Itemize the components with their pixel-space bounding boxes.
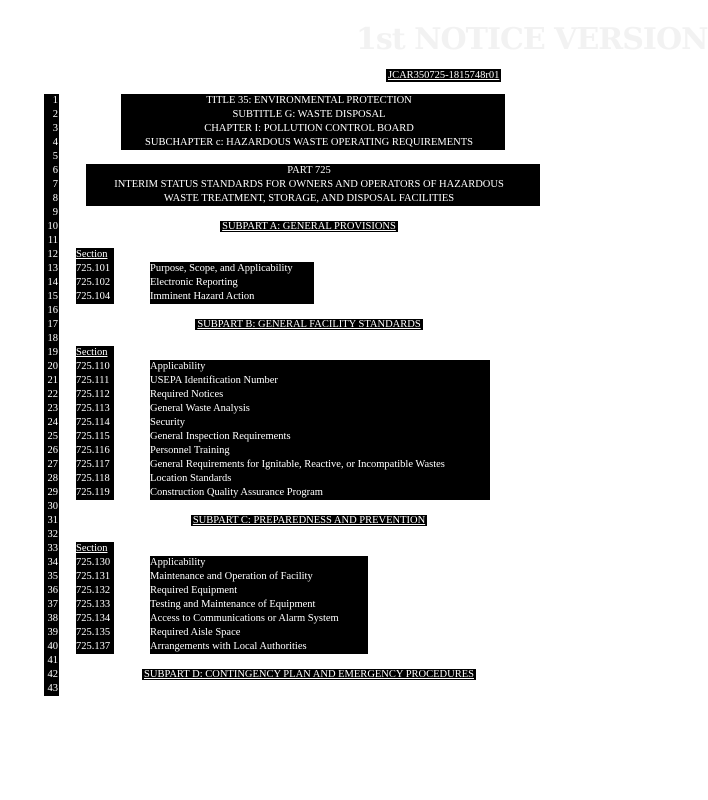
section-title: Personnel Training [150,445,230,456]
section-number: 725.115 [76,431,110,442]
section-number: 725.130 [76,557,111,568]
line-number: 30 [44,500,59,514]
section-number: 725.134 [76,613,111,624]
line-number: 28 [44,472,59,486]
line-number: 41 [44,654,59,668]
section-title: Imminent Hazard Action [150,291,255,302]
line-number: 3 [44,122,59,136]
line-number: 36 [44,584,59,598]
title-heading: TITLE 35: ENVIRONMENTAL PROTECTION [206,95,412,106]
line-number: 33 [44,542,59,556]
section-number: 725.137 [76,641,111,652]
line-number: 15 [44,290,59,304]
line-number: 25 [44,430,59,444]
subpart-a-heading: SUBPART A: GENERAL PROVISIONS [222,221,396,232]
section-title: Required Aisle Space [150,627,241,638]
line-number: 7 [44,178,59,192]
section-number: 725.114 [76,417,110,428]
line-number: 11 [44,234,59,248]
section-number: 725.104 [76,291,111,302]
line-number: 26 [44,444,59,458]
line-number: 39 [44,626,59,640]
section-title: Required Equipment [150,585,238,596]
subpart-d-heading: SUBPART D: CONTINGENCY PLAN AND EMERGENCY PROCEDURES [144,669,474,680]
subpart-c-heading: SUBPART C: PREPAREDNESS AND PREVENTION [192,515,426,526]
section-title: Testing and Maintenance of Equipment [150,599,316,610]
section-title: Electronic Reporting [150,277,238,288]
line-number: 5 [44,150,59,164]
line-number: 24 [44,416,59,430]
subtitle-heading: SUBTITLE G: WASTE DISPOSAL [232,109,386,120]
subchapter-heading: SUBCHAPTER c: HAZARDOUS WASTE OPERATING REQUIREMENTS [145,137,473,148]
chapter-heading: CHAPTER I: POLLUTION CONTROL BOARD [204,123,414,134]
line-number: 42 [44,668,59,682]
line-number: 23 [44,402,59,416]
line-number: 34 [44,556,59,570]
section-number: 725.117 [76,459,110,470]
section-number: 725.119 [76,487,110,498]
line-number: 13 [44,262,59,276]
notice-version-stamp: 1st NOTICE VERSION [356,22,708,57]
part-title-line-1: INTERIM STATUS STANDARDS FOR OWNERS AND OPERATORS OF HAZARDOUS [114,179,504,190]
line-number: 35 [44,570,59,584]
section-title: Applicability [150,557,206,568]
line-number: 1 [44,94,59,108]
section-title: General Requirements for Ignitable, Reactive, or Incompatible Wastes [150,459,445,470]
document-id: JCAR350725-1815748r01 [388,70,500,81]
line-number: 20 [44,360,59,374]
line-number: 17 [44,318,59,332]
section-title: Required Notices [150,389,224,400]
line-number: 29 [44,486,59,500]
line-number: 19 [44,346,59,360]
line-number: 32 [44,528,59,542]
section-label: Section [76,543,108,554]
section-title: Maintenance and Operation of Facility [150,571,313,582]
line-number: 40 [44,640,59,654]
section-number: 725.101 [76,263,111,274]
section-number: 725.118 [76,473,110,484]
subpart-b-heading: SUBPART B: GENERAL FACILITY STANDARDS [197,319,421,330]
line-number: 27 [44,458,59,472]
line-number: 22 [44,388,59,402]
line-number: 9 [44,206,59,220]
part-title-line-2: WASTE TREATMENT, STORAGE, AND DISPOSAL FACILITIES [163,193,455,204]
section-number: 725.111 [76,375,110,386]
section-number: 725.133 [76,599,111,610]
line-number: 8 [44,192,59,206]
section-title: Location Standards [150,473,232,484]
section-number: 725.116 [76,445,110,456]
section-title: Applicability [150,361,206,372]
line-number: 38 [44,612,59,626]
section-label: Section [76,249,108,260]
line-number: 2 [44,108,59,122]
section-title: Arrangements with Local Authorities [150,641,307,652]
section-title: Security [150,417,185,428]
line-number: 16 [44,304,59,318]
section-number: 725.110 [76,361,110,372]
section-title: Construction Quality Assurance Program [150,487,323,498]
section-number: 725.102 [76,277,111,288]
line-number: 21 [44,374,59,388]
line-number: 6 [44,164,59,178]
section-title: General Inspection Requirements [150,431,291,442]
part-label: PART 725 [287,165,331,176]
line-number: 14 [44,276,59,290]
section-title: USEPA Identification Number [150,375,278,386]
section-number: 725.113 [76,403,110,414]
line-number: 31 [44,514,59,528]
section-number: 725.131 [76,571,111,582]
section-number: 725.135 [76,627,111,638]
line-number: 4 [44,136,59,150]
section-number: 725.132 [76,585,111,596]
line-number: 10 [44,220,59,234]
section-title: Purpose, Scope, and Applicability [150,263,293,274]
section-number: 725.112 [76,389,110,400]
section-title: Access to Communications or Alarm System [150,613,339,624]
line-number: 12 [44,248,59,262]
line-number: 37 [44,598,59,612]
section-label: Section [76,347,108,358]
section-title: General Waste Analysis [150,403,250,414]
line-number: 18 [44,332,59,346]
line-number: 43 [44,682,59,696]
